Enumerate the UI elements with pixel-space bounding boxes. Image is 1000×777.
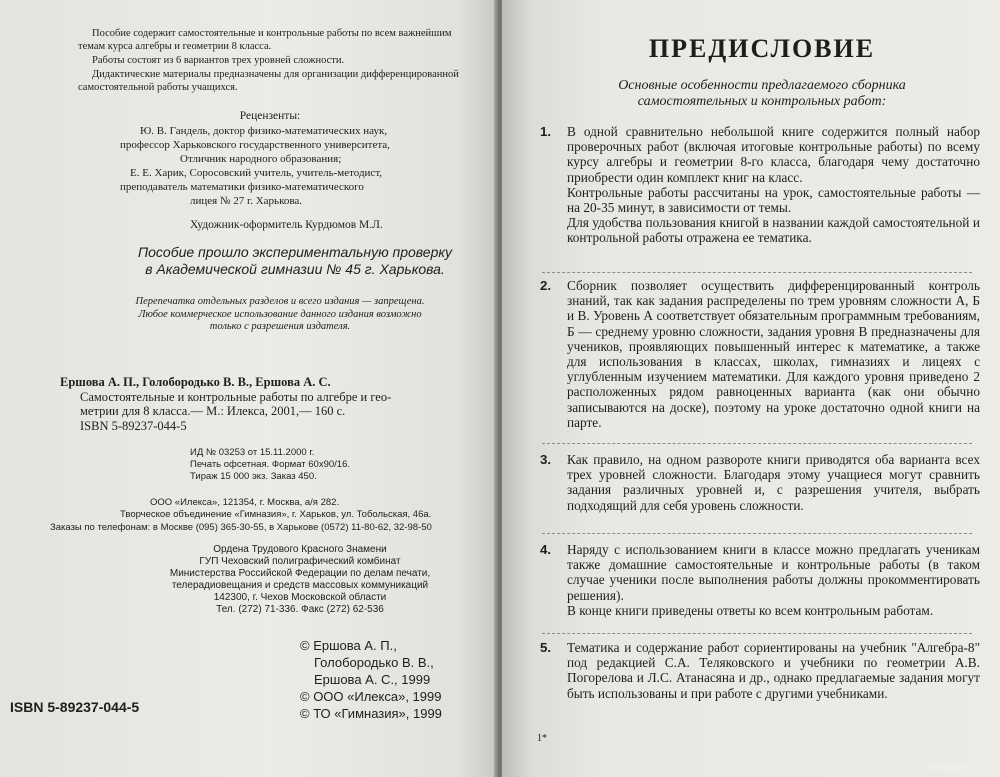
pubinfo-line: Тираж 15 000 экз. Заказ 450. (190, 471, 317, 482)
section-number: 4. (540, 542, 552, 557)
section-number: 3. (540, 452, 552, 467)
section-paragraph: Как правило, на одном развороте книги приводятся оба варианта всех трех уровней сложности. Благодаря этому учащиеся могут сравнить задания различных уровней и, с разрешения учителя, выбрать подходящий для себя уровень сложности. (567, 452, 980, 513)
copyright-block (300, 637, 490, 722)
trial-line: Пособие прошло экспериментальную проверку (138, 244, 452, 260)
publishers-info (120, 497, 480, 521)
copyright-line: Ершова А. С., 1999 (314, 672, 431, 687)
reprint-line: Любое коммерческое использование данного издания возможно (138, 308, 422, 320)
copyright-line: Голобородько В. В., (314, 655, 434, 670)
preface-section-4 (540, 542, 980, 618)
intro-paragraph: Пособие содержит самостоятельные и контрольные работы по всем важнейшим темам курса алгебры и геометрии 8 класса. (78, 28, 452, 52)
watermark-text: www.ay.by (930, 762, 973, 772)
right-page (502, 0, 1000, 777)
intro-text (78, 27, 478, 95)
trial-note (110, 244, 480, 278)
printer-line: ГУП Чеховский полиграфический комбинат (199, 556, 401, 567)
printer-line: 142300, г. Чехов Московской области (213, 592, 387, 603)
printer-info (140, 544, 460, 616)
isbn-code: ISBN 5-89237-044-5 (10, 699, 140, 715)
section-paragraph: Контрольные работы рассчитаны на урок, самостоятельные работы — на 20-35 минут, в зависимости от темы. (567, 184, 980, 216)
section-paragraph: Сборник позволяет осуществить дифференцированный контроль знаний, так как задания распределены по трем уровням сложности А, Б и В. Уровень А соответствует обязательным программным требованиям, Б — среднему уровню сложности, задания уровня В предназначены для учеников, проявляющих повышенный интерес к математике, а также для использования в классах, школах, гимназиях и лицеях с углубленным изучением математики. Для каждого уровня приведено 2 расположенных рядом равноценных варианта (как они обычно записываются на доске), поэтому на уроке достаточно одной книги на парте. (567, 278, 980, 430)
reviewer-line: Отличник народного образования; (180, 153, 342, 165)
bibliographic-record (60, 375, 480, 433)
copyright-line: © ТО «Гимназия», 1999 (300, 706, 442, 721)
reviewer-line: Е. Е. Харик, Соросовский учитель, учитель-методист, (130, 167, 383, 179)
printer-line: Министерства Российской Федерации по делам печати, (169, 568, 431, 579)
preface-section-5 (540, 640, 980, 701)
reviewer-line: лицея № 27 г. Харькова. (190, 195, 303, 207)
biblio-title-line: Самостоятельные и контрольные работы по алгебре и гео- (80, 389, 392, 404)
reviewers-label: Рецензенты: (239, 110, 301, 122)
pubinfo-line: ИД № 03253 от 15.11.2000 г. (190, 447, 315, 458)
section-number: 1. (540, 124, 552, 139)
reviewer-line: профессор Харьковского государственного университета, (120, 139, 390, 151)
publisher-line: ООО «Илекса», 121354, г. Москва, а/я 282. (150, 497, 340, 508)
intro-paragraph: Работы состоят из 6 вариантов трех уровней сложности. (92, 55, 345, 66)
left-page (0, 0, 498, 777)
preface-section-2 (540, 278, 980, 430)
intro-paragraph: Дидактические материалы предназначены для организации дифференцированной самостоятельной работы учащихся. (78, 69, 459, 93)
page-title: ПРЕДИСЛОВИЕ (648, 34, 876, 63)
reprint-line: Перепечатка отдельных разделов и всего издания — запрещена. (135, 296, 425, 307)
section-paragraph: В конце книги приведены ответы ко всем контрольным работам. (567, 602, 934, 618)
reviewer-1 (120, 124, 450, 166)
preface-subtitle (552, 78, 972, 110)
reviewer-line: Ю. В. Гандель, доктор физико-математических наук, (140, 125, 388, 137)
section-paragraph: Тематика и содержание работ сориентированы на учебник "Алгебра-8" под редакцией С.А. Теляковского и учебники по геометрии А.В. Погорелова и Л.С. Атанасяна и др., однако предлагаемые задания могут быть использованы и при работе с другими учебниками. (567, 640, 980, 701)
section-divider (542, 272, 972, 273)
publisher-line: Творческое объединение «Гимназия», г. Харьков, ул. Тобольская, 46а. (120, 509, 432, 520)
reprint-notice (100, 296, 460, 334)
reviewer-2 (120, 166, 450, 208)
biblio-isbn: ISBN 5-89237-044-5 (80, 418, 187, 433)
section-paragraph: Для удобства пользования книгой в названии каждой самостоятельной и контрольной работы отражена ее тематика. (567, 215, 980, 246)
preface-section-1 (540, 124, 980, 246)
orders-phones: Заказы по телефонам: в Москве (095) 365-30-55, в Харькове (0572) 11-80-62, 32-98-50 (50, 522, 432, 533)
publication-info (190, 447, 440, 483)
section-divider (542, 533, 972, 534)
section-divider (542, 633, 972, 634)
section-divider (542, 443, 972, 444)
subtitle-line: самостоятельных и контрольных работ: (637, 94, 887, 109)
reprint-line: только с разрешения издателя. (209, 321, 351, 332)
section-paragraph: Наряду с использованием книги в классе можно предлагать ученикам также домашние самостоятельные и контрольные работы (в таком случае ученики после выполнения работы должны прокомментировать решения). (567, 542, 980, 603)
printer-line: Тел. (272) 71-336. Факс (272) 62-536 (216, 604, 384, 615)
pubinfo-line: Печать офсетная. Формат 60x90/16. (190, 459, 350, 470)
artist-credit: Художник-оформитель Курдюмов М.Л. (190, 219, 383, 231)
copyright-line: © Ершова А. П., (300, 638, 397, 653)
subtitle-line: Основные особенности предлагаемого сборника (618, 78, 906, 93)
section-paragraph: В одной сравнительно небольшой книге содержится полный набор проверочных работ (включая итоговые контрольные работы) по всему курсу алгебры и геометрии 8-го класса, благодаря чему достаточно приобрести один комплект книг на класс. (567, 124, 980, 185)
biblio-authors: Ершова А. П., Голобородько В. В., Ершова А. С. (60, 375, 331, 389)
section-number: 5. (540, 640, 552, 655)
copyright-line: © ООО «Илекса», 1999 (300, 689, 442, 704)
printer-line: Ордена Трудового Красного Знамени (213, 544, 387, 555)
page-number: 1* (537, 733, 547, 744)
reviewer-line: преподаватель математики физико-математического (120, 181, 364, 193)
section-number: 2. (540, 278, 552, 293)
preface-section-3 (540, 452, 980, 513)
printer-line: телерадиовещания и средств массовых коммуникаций (171, 580, 429, 591)
biblio-title-line: метрии для 8 класса.— М.: Илекса, 2001,— 160 с. (80, 404, 346, 418)
trial-line: в Академической гимназии № 45 г. Харькова. (145, 261, 445, 277)
